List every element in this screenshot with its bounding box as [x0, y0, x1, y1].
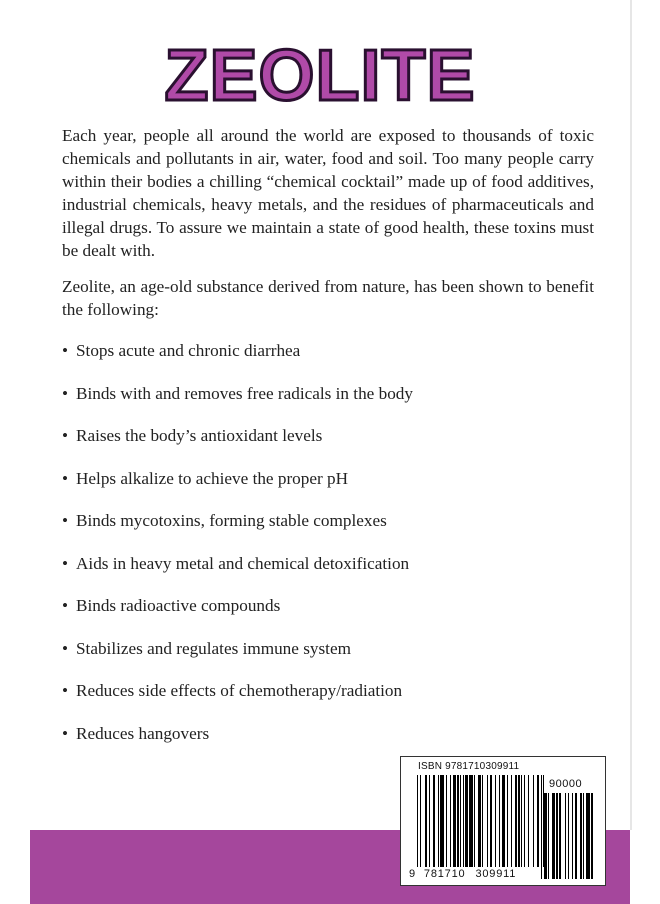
barcode-bar [580, 793, 581, 879]
barcode-bar [450, 775, 451, 867]
barcode-bar [425, 775, 428, 867]
barcode-bar [556, 793, 557, 879]
benefit-text: Helps alkalize to achieve the proper pH [76, 468, 349, 488]
barcode-bar [541, 793, 542, 879]
benefit-text: Reduces side effects of chemotherapy/radiation [76, 681, 403, 700]
barcode-bar [482, 775, 483, 867]
barcode-bar [544, 793, 547, 879]
page-title: ZEOLITE [164, 36, 476, 116]
bullet-icon: • [62, 596, 69, 615]
bullet-icon: • [62, 341, 69, 360]
benefit-text: Raises the body’s antioxidant levels [76, 426, 323, 445]
list-item [62, 552, 602, 595]
benefit-text: Stops acute and chronic diarrhea [76, 341, 301, 360]
barcode-bar [507, 775, 508, 867]
bullet-icon: • [62, 383, 69, 403]
barcode-bar [591, 793, 592, 879]
barcode-bar [487, 775, 488, 867]
barcode-bar [511, 775, 512, 867]
bullet-icon: • [62, 468, 69, 488]
benefit-text: Aids in heavy metal and chemical detoxification [76, 553, 410, 573]
bullet-icon: • [62, 681, 69, 700]
barcode-bar [565, 793, 566, 879]
barcode-bar [502, 775, 506, 867]
bullet-icon: • [62, 426, 69, 445]
isbn-label: ISBN 9781710309911 [418, 761, 520, 772]
barcode-digits [409, 869, 541, 880]
barcode-bar [568, 793, 569, 879]
barcode-bar [495, 775, 496, 867]
barcode-digit-group: 781710 [423, 868, 466, 880]
isbn-barcode [400, 756, 606, 886]
barcode-bar [572, 793, 573, 879]
barcode-bar [438, 775, 439, 867]
list-item [62, 424, 602, 467]
barcode-bar [453, 775, 456, 867]
addon-barcode-bars [541, 793, 597, 879]
barcode-bar [420, 775, 421, 867]
barcode-bar [533, 775, 534, 867]
barcode-bar [433, 775, 436, 867]
barcode-bar [478, 775, 481, 867]
barcode-bar [460, 775, 461, 867]
barcode-bar [552, 793, 555, 879]
barcode-bar [521, 775, 522, 867]
list-item [62, 679, 602, 722]
barcode-bar [528, 775, 529, 867]
benefit-text: Binds radioactive compounds [76, 596, 281, 615]
list-item [62, 382, 602, 425]
barcode-bar [499, 775, 500, 867]
barcode-bar [429, 775, 430, 867]
bullet-icon: • [62, 723, 69, 743]
benefits-list [62, 339, 602, 764]
price-code: 90000 [549, 778, 583, 790]
list-item [62, 509, 602, 552]
barcode-bar [559, 793, 560, 879]
bullet-icon: • [62, 511, 69, 530]
benefit-text: Binds mycotoxins, forming stable complexes [76, 511, 387, 530]
bullet-icon: • [62, 553, 69, 573]
barcode-bar [548, 793, 549, 879]
benefit-text: Binds with and removes free radicals in the body [76, 383, 413, 403]
barcode-bar [586, 793, 590, 879]
benefits-intro-paragraph: Zeolite, an age-old substance derived from nature, has been shown to benefit the following: [62, 277, 594, 319]
intro-paragraph: Each year, people all around the world are exposed to thousands of toxic chemicals and pollutants in air, water, food and soil. Too many people carry within their bodies a chilling “chemical cocktail” made up of food additives, industrial chemicals, heavy metals, and the residues of pharmaceuticals and illegal drugs. To assure we maintain a state of good health, these toxins must be dealt with. [62, 126, 594, 260]
barcode-bar [537, 775, 540, 867]
barcode-bar [524, 775, 525, 867]
barcode-bar [583, 793, 584, 879]
barcode-bar [440, 775, 444, 867]
page-edge [630, 0, 632, 830]
barcode-bar [575, 793, 578, 879]
barcode-bar [417, 775, 418, 867]
list-item [62, 637, 602, 680]
benefit-text: Reduces hangovers [76, 723, 210, 743]
barcode-bar [463, 775, 464, 867]
list-item [62, 339, 602, 382]
barcode-bar [518, 775, 519, 867]
barcode-bar [515, 775, 518, 867]
bullet-icon: • [62, 638, 69, 658]
list-item [62, 594, 602, 637]
barcode-bar [490, 775, 493, 867]
barcode-bar [474, 775, 475, 867]
barcode-digit-group: 9 [409, 868, 416, 880]
barcode-bar [465, 775, 468, 867]
barcode-digit-group: 309911 [475, 868, 517, 880]
list-item [62, 467, 602, 510]
benefit-text: Stabilizes and regulates immune system [76, 638, 351, 658]
barcode-bar [469, 775, 473, 867]
main-barcode-bars [417, 775, 543, 867]
barcode-bar [457, 775, 458, 867]
barcode-bar [446, 775, 447, 867]
